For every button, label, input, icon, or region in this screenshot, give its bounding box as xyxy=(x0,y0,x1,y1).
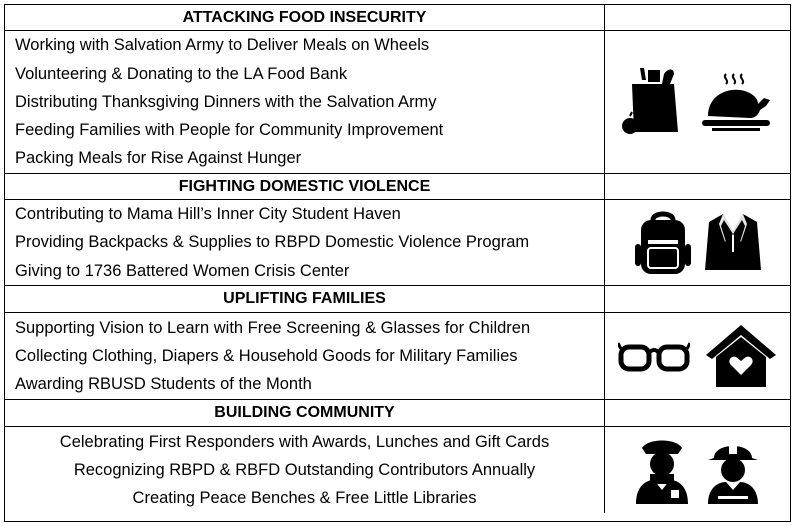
list-item: Celebrating First Responders with Awards, Lunches and Gift Cards xyxy=(59,432,550,451)
eyeglasses-icon xyxy=(618,339,690,373)
grocery-bag-icon xyxy=(622,66,684,138)
list-item: Providing Backpacks & Supplies to RBPD Domestic Violence Program xyxy=(15,233,530,252)
section-items-domestic-violence xyxy=(5,200,605,286)
community-programs-table xyxy=(4,4,791,522)
list-item: Recognizing RBPD & RBFD Outstanding Contributors Annually xyxy=(73,460,536,479)
section-items-uplifting-families xyxy=(5,313,605,400)
section-heading-building-community: BUILDING COMMUNITY xyxy=(5,400,605,427)
section-heading-blank xyxy=(605,174,790,200)
list-item: Feeding Families with People for Community Improvement xyxy=(15,121,444,140)
section-heading-blank xyxy=(605,286,790,313)
blazer-icon xyxy=(705,212,761,274)
section-items-food-insecurity xyxy=(5,31,605,174)
list-item: Packing Meals for Rise Against Hunger xyxy=(15,149,302,168)
section-heading-blank xyxy=(605,400,790,427)
list-item: Distributing Thanksgiving Dinners with the Salvation Army xyxy=(15,92,437,111)
list-item: Contributing to Mama Hill’s Inner City Student Haven xyxy=(15,205,401,224)
list-item: Collecting Clothing, Diapers & Household Goods for Military Families xyxy=(15,346,518,365)
section-icons-food-insecurity xyxy=(605,31,790,174)
firefighter-icon xyxy=(704,436,762,504)
roast-turkey-icon xyxy=(698,72,774,132)
house-heart-icon xyxy=(704,323,778,389)
list-item: Working with Salvation Army to Deliver Meals on Wheels xyxy=(15,36,430,55)
list-item: Volunteering & Donating to the LA Food Bank xyxy=(15,64,348,83)
list-item: Supporting Vision to Learn with Free Screening & Glasses for Children xyxy=(15,318,531,337)
section-heading-uplifting-families: UPLIFTING FAMILIES xyxy=(5,286,605,313)
police-officer-icon xyxy=(634,436,690,504)
list-item: Awarding RBUSD Students of the Month xyxy=(15,375,312,394)
section-heading-food-insecurity: ATTACKING FOOD INSECURITY xyxy=(5,5,605,31)
section-items-building-community xyxy=(5,427,605,513)
section-icons-building-community xyxy=(605,427,790,513)
section-heading-domestic-violence: FIGHTING DOMESTIC VIOLENCE xyxy=(5,174,605,200)
backpack-icon xyxy=(635,210,691,276)
section-heading-blank xyxy=(605,5,790,31)
section-icons-domestic-violence xyxy=(605,200,790,286)
list-item: Giving to 1736 Battered Women Crisis Center xyxy=(15,261,350,280)
list-item: Creating Peace Benches & Free Little Libraries xyxy=(132,489,477,508)
section-icons-uplifting-families xyxy=(605,313,790,400)
